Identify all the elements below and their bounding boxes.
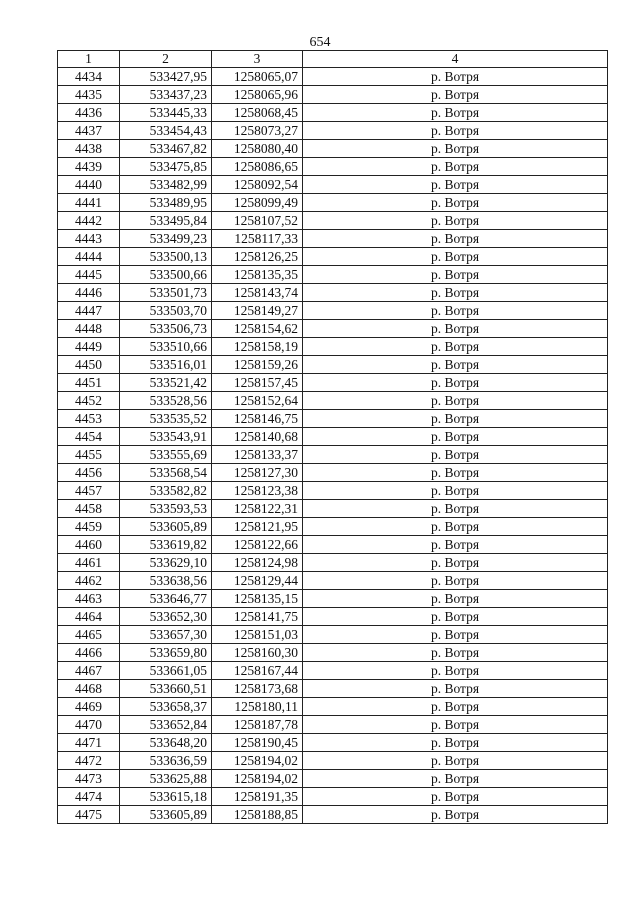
table-row [58, 788, 608, 806]
y-coordinate-cell: 1258117,33 [212, 230, 303, 248]
y-coordinate-cell: 1258073,27 [212, 122, 303, 140]
point-number-cell: 4457 [58, 482, 120, 500]
table-body [58, 68, 608, 824]
point-number-cell: 4470 [58, 716, 120, 734]
y-coordinate-cell: 1258194,02 [212, 752, 303, 770]
description-cell: р. Вотря [303, 788, 608, 806]
y-coordinate-cell: 1258152,64 [212, 392, 303, 410]
description-cell: р. Вотря [303, 734, 608, 752]
x-coordinate-cell: 533636,59 [120, 752, 212, 770]
table-row [58, 752, 608, 770]
y-coordinate-cell: 1258065,07 [212, 68, 303, 86]
description-cell: р. Вотря [303, 590, 608, 608]
x-coordinate-cell: 533445,33 [120, 104, 212, 122]
y-coordinate-cell: 1258187,78 [212, 716, 303, 734]
description-cell: р. Вотря [303, 608, 608, 626]
table-row [58, 104, 608, 122]
point-number-cell: 4459 [58, 518, 120, 536]
y-coordinate-cell: 1258141,75 [212, 608, 303, 626]
y-coordinate-cell: 1258124,98 [212, 554, 303, 572]
table-header [58, 51, 608, 68]
x-coordinate-cell: 533495,84 [120, 212, 212, 230]
y-coordinate-cell: 1258135,35 [212, 266, 303, 284]
table-row [58, 212, 608, 230]
table-row [58, 734, 608, 752]
y-coordinate-cell: 1258173,68 [212, 680, 303, 698]
table-row [58, 230, 608, 248]
description-cell: р. Вотря [303, 122, 608, 140]
table-row [58, 266, 608, 284]
description-cell: р. Вотря [303, 644, 608, 662]
point-number-cell: 4436 [58, 104, 120, 122]
x-coordinate-cell: 533638,56 [120, 572, 212, 590]
column-header-description: 4 [303, 51, 608, 68]
y-coordinate-cell: 1258146,75 [212, 410, 303, 428]
description-cell: р. Вотря [303, 284, 608, 302]
x-coordinate-cell: 533516,01 [120, 356, 212, 374]
table-row [58, 482, 608, 500]
point-number-cell: 4440 [58, 176, 120, 194]
point-number-cell: 4444 [58, 248, 120, 266]
table-row [58, 608, 608, 626]
point-number-cell: 4435 [58, 86, 120, 104]
description-cell: р. Вотря [303, 374, 608, 392]
description-cell: р. Вотря [303, 572, 608, 590]
x-coordinate-cell: 533648,20 [120, 734, 212, 752]
x-coordinate-cell: 533657,30 [120, 626, 212, 644]
point-number-cell: 4448 [58, 320, 120, 338]
x-coordinate-cell: 533555,69 [120, 446, 212, 464]
table-row [58, 122, 608, 140]
point-number-cell: 4447 [58, 302, 120, 320]
table-row [58, 356, 608, 374]
table-row [58, 194, 608, 212]
point-number-cell: 4464 [58, 608, 120, 626]
point-number-cell: 4460 [58, 536, 120, 554]
table-row [58, 698, 608, 716]
x-coordinate-cell: 533489,95 [120, 194, 212, 212]
description-cell: р. Вотря [303, 212, 608, 230]
table-row [58, 644, 608, 662]
y-coordinate-cell: 1258143,74 [212, 284, 303, 302]
y-coordinate-cell: 1258135,15 [212, 590, 303, 608]
point-number-cell: 4469 [58, 698, 120, 716]
y-coordinate-cell: 1258159,26 [212, 356, 303, 374]
table-row [58, 680, 608, 698]
description-cell: р. Вотря [303, 230, 608, 248]
coordinates-table [57, 50, 608, 824]
y-coordinate-cell: 1258122,66 [212, 536, 303, 554]
x-coordinate-cell: 533503,70 [120, 302, 212, 320]
table-row [58, 590, 608, 608]
description-cell: р. Вотря [303, 446, 608, 464]
point-number-cell: 4474 [58, 788, 120, 806]
x-coordinate-cell: 533619,82 [120, 536, 212, 554]
x-coordinate-cell: 533543,91 [120, 428, 212, 446]
x-coordinate-cell: 533500,13 [120, 248, 212, 266]
point-number-cell: 4445 [58, 266, 120, 284]
table-row [58, 428, 608, 446]
description-cell: р. Вотря [303, 338, 608, 356]
x-coordinate-cell: 533475,85 [120, 158, 212, 176]
y-coordinate-cell: 1258149,27 [212, 302, 303, 320]
column-header-x: 2 [120, 51, 212, 68]
description-cell: р. Вотря [303, 464, 608, 482]
description-cell: р. Вотря [303, 410, 608, 428]
table-row [58, 662, 608, 680]
y-coordinate-cell: 1258194,02 [212, 770, 303, 788]
y-coordinate-cell: 1258188,85 [212, 806, 303, 824]
point-number-cell: 4463 [58, 590, 120, 608]
y-coordinate-cell: 1258080,40 [212, 140, 303, 158]
column-header-point-number: 1 [58, 51, 120, 68]
x-coordinate-cell: 533535,52 [120, 410, 212, 428]
table-row [58, 140, 608, 158]
point-number-cell: 4466 [58, 644, 120, 662]
page-number: 654 [309, 35, 331, 50]
point-number-cell: 4468 [58, 680, 120, 698]
description-cell: р. Вотря [303, 356, 608, 374]
table-row [58, 716, 608, 734]
table-row [58, 86, 608, 104]
table-row [58, 770, 608, 788]
x-coordinate-cell: 533510,66 [120, 338, 212, 356]
point-number-cell: 4465 [58, 626, 120, 644]
table-row [58, 806, 608, 824]
table-row [58, 410, 608, 428]
point-number-cell: 4446 [58, 284, 120, 302]
description-cell: р. Вотря [303, 662, 608, 680]
table-row [58, 302, 608, 320]
table-row [58, 554, 608, 572]
x-coordinate-cell: 533660,51 [120, 680, 212, 698]
table-row [58, 518, 608, 536]
y-coordinate-cell: 1258140,68 [212, 428, 303, 446]
table-row [58, 572, 608, 590]
y-coordinate-cell: 1258127,30 [212, 464, 303, 482]
description-cell: р. Вотря [303, 770, 608, 788]
point-number-cell: 4441 [58, 194, 120, 212]
x-coordinate-cell: 533629,10 [120, 554, 212, 572]
x-coordinate-cell: 533437,23 [120, 86, 212, 104]
description-cell: р. Вотря [303, 248, 608, 266]
y-coordinate-cell: 1258154,62 [212, 320, 303, 338]
x-coordinate-cell: 533427,95 [120, 68, 212, 86]
table-row [58, 536, 608, 554]
description-cell: р. Вотря [303, 500, 608, 518]
y-coordinate-cell: 1258092,54 [212, 176, 303, 194]
point-number-cell: 4437 [58, 122, 120, 140]
description-cell: р. Вотря [303, 626, 608, 644]
point-number-cell: 4467 [58, 662, 120, 680]
x-coordinate-cell: 533467,82 [120, 140, 212, 158]
x-coordinate-cell: 533521,42 [120, 374, 212, 392]
y-coordinate-cell: 1258151,03 [212, 626, 303, 644]
x-coordinate-cell: 533659,80 [120, 644, 212, 662]
x-coordinate-cell: 533454,43 [120, 122, 212, 140]
point-number-cell: 4453 [58, 410, 120, 428]
description-cell: р. Вотря [303, 266, 608, 284]
point-number-cell: 4450 [58, 356, 120, 374]
y-coordinate-cell: 1258180,11 [212, 698, 303, 716]
description-cell: р. Вотря [303, 428, 608, 446]
description-cell: р. Вотря [303, 140, 608, 158]
table-row [58, 500, 608, 518]
point-number-cell: 4473 [58, 770, 120, 788]
description-cell: р. Вотря [303, 554, 608, 572]
x-coordinate-cell: 533528,56 [120, 392, 212, 410]
description-cell: р. Вотря [303, 302, 608, 320]
x-coordinate-cell: 533652,84 [120, 716, 212, 734]
description-cell: р. Вотря [303, 104, 608, 122]
table-row [58, 176, 608, 194]
table-row [58, 626, 608, 644]
y-coordinate-cell: 1258123,38 [212, 482, 303, 500]
y-coordinate-cell: 1258086,65 [212, 158, 303, 176]
description-cell: р. Вотря [303, 806, 608, 824]
y-coordinate-cell: 1258121,95 [212, 518, 303, 536]
column-header-y: 3 [212, 51, 303, 68]
y-coordinate-cell: 1258065,96 [212, 86, 303, 104]
y-coordinate-cell: 1258158,19 [212, 338, 303, 356]
table-row [58, 338, 608, 356]
description-cell: р. Вотря [303, 518, 608, 536]
point-number-cell: 4456 [58, 464, 120, 482]
y-coordinate-cell: 1258160,30 [212, 644, 303, 662]
description-cell: р. Вотря [303, 68, 608, 86]
y-coordinate-cell: 1258167,44 [212, 662, 303, 680]
x-coordinate-cell: 533646,77 [120, 590, 212, 608]
table-row [58, 464, 608, 482]
table-row [58, 446, 608, 464]
x-coordinate-cell: 533501,73 [120, 284, 212, 302]
point-number-cell: 4451 [58, 374, 120, 392]
description-cell: р. Вотря [303, 320, 608, 338]
y-coordinate-cell: 1258190,45 [212, 734, 303, 752]
point-number-cell: 4443 [58, 230, 120, 248]
point-number-cell: 4434 [58, 68, 120, 86]
x-coordinate-cell: 533499,23 [120, 230, 212, 248]
table-row [58, 68, 608, 86]
description-cell: р. Вотря [303, 158, 608, 176]
point-number-cell: 4438 [58, 140, 120, 158]
point-number-cell: 4461 [58, 554, 120, 572]
y-coordinate-cell: 1258133,37 [212, 446, 303, 464]
table-row [58, 158, 608, 176]
y-coordinate-cell: 1258126,25 [212, 248, 303, 266]
description-cell: р. Вотря [303, 680, 608, 698]
table-row [58, 392, 608, 410]
y-coordinate-cell: 1258122,31 [212, 500, 303, 518]
point-number-cell: 4439 [58, 158, 120, 176]
point-number-cell: 4454 [58, 428, 120, 446]
description-cell: р. Вотря [303, 482, 608, 500]
table-row [58, 320, 608, 338]
point-number-cell: 4472 [58, 752, 120, 770]
y-coordinate-cell: 1258157,45 [212, 374, 303, 392]
x-coordinate-cell: 533568,54 [120, 464, 212, 482]
header-row [58, 51, 608, 68]
point-number-cell: 4471 [58, 734, 120, 752]
x-coordinate-cell: 533506,73 [120, 320, 212, 338]
description-cell: р. Вотря [303, 86, 608, 104]
point-number-cell: 4475 [58, 806, 120, 824]
x-coordinate-cell: 533593,53 [120, 500, 212, 518]
table-row [58, 284, 608, 302]
description-cell: р. Вотря [303, 698, 608, 716]
y-coordinate-cell: 1258129,44 [212, 572, 303, 590]
point-number-cell: 4462 [58, 572, 120, 590]
description-cell: р. Вотря [303, 392, 608, 410]
x-coordinate-cell: 533658,37 [120, 698, 212, 716]
x-coordinate-cell: 533500,66 [120, 266, 212, 284]
description-cell: р. Вотря [303, 716, 608, 734]
y-coordinate-cell: 1258068,45 [212, 104, 303, 122]
point-number-cell: 4442 [58, 212, 120, 230]
table-row [58, 248, 608, 266]
description-cell: р. Вотря [303, 194, 608, 212]
x-coordinate-cell: 533615,18 [120, 788, 212, 806]
y-coordinate-cell: 1258191,35 [212, 788, 303, 806]
x-coordinate-cell: 533661,05 [120, 662, 212, 680]
x-coordinate-cell: 533652,30 [120, 608, 212, 626]
x-coordinate-cell: 533482,99 [120, 176, 212, 194]
point-number-cell: 4458 [58, 500, 120, 518]
x-coordinate-cell: 533605,89 [120, 806, 212, 824]
description-cell: р. Вотря [303, 536, 608, 554]
x-coordinate-cell: 533605,89 [120, 518, 212, 536]
table-row [58, 374, 608, 392]
point-number-cell: 4455 [58, 446, 120, 464]
y-coordinate-cell: 1258107,52 [212, 212, 303, 230]
point-number-cell: 4449 [58, 338, 120, 356]
y-coordinate-cell: 1258099,49 [212, 194, 303, 212]
description-cell: р. Вотря [303, 752, 608, 770]
x-coordinate-cell: 533582,82 [120, 482, 212, 500]
description-cell: р. Вотря [303, 176, 608, 194]
point-number-cell: 4452 [58, 392, 120, 410]
x-coordinate-cell: 533625,88 [120, 770, 212, 788]
